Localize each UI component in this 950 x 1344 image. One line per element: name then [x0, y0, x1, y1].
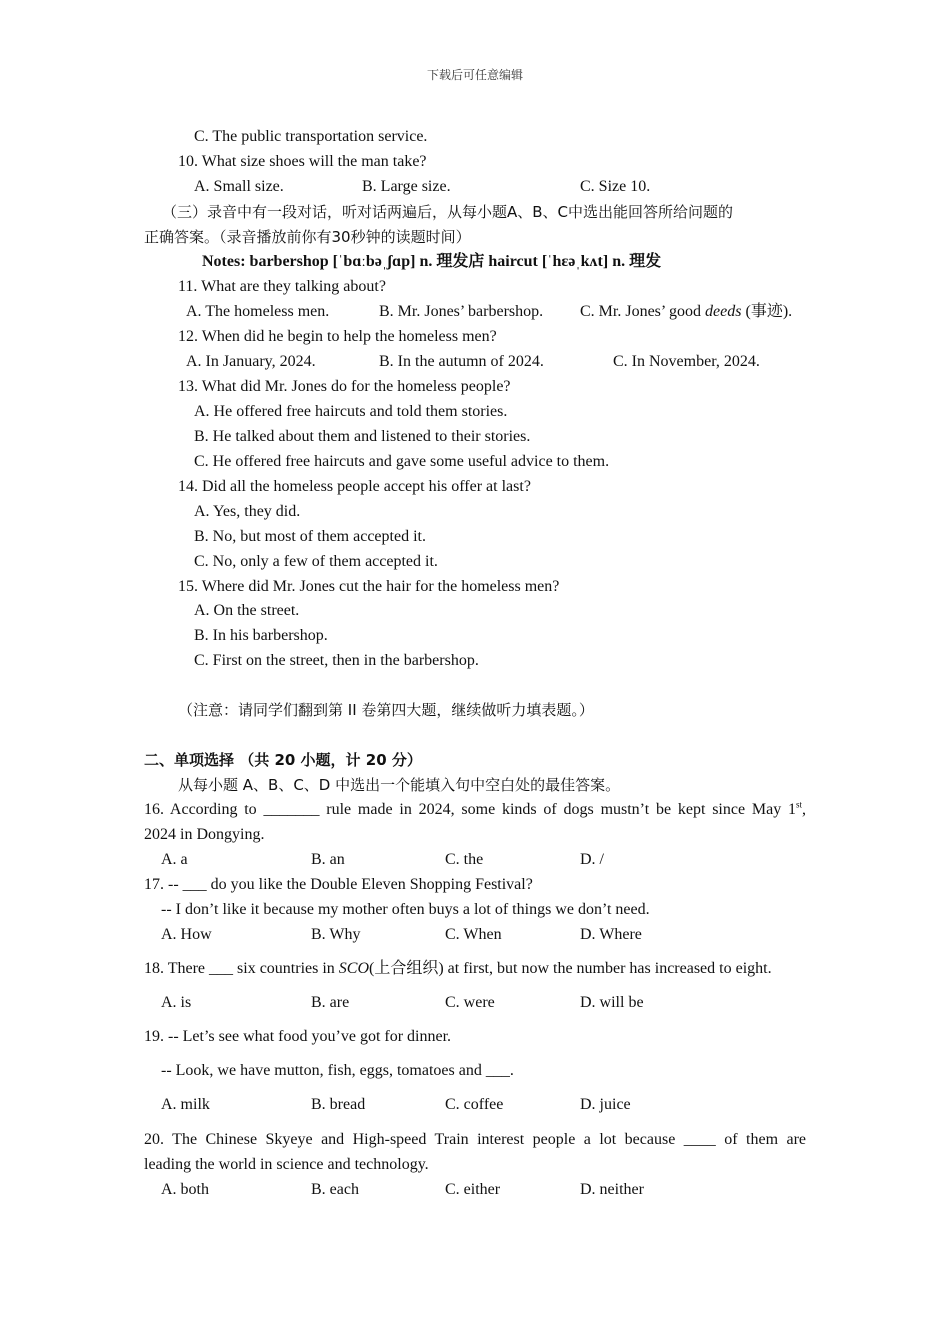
q17-option-c: C. When	[445, 926, 502, 943]
q17-reply: -- I don’t like it because my mother often buys a lot of things we don’t need.	[161, 901, 650, 918]
q16-option-d: D. /	[580, 851, 604, 868]
q18-option-a: A. is	[161, 994, 192, 1011]
q11-option-c-gloss: (事迹).	[741, 303, 793, 320]
q11-option-c-text: C. Mr. Jones’ good	[580, 303, 706, 320]
q11-option-c-emphasis: deeds	[705, 303, 742, 320]
q16-stem-text: 16. According to _______ rule made in 2024, some kinds of dogs mustn’t be kept since May 1	[144, 801, 796, 818]
section3-instruction-line2: 正确答案。（录音播放前你有30秒钟的读题时间）	[144, 228, 471, 246]
q10-option-a: A. Small size.	[194, 178, 284, 195]
q18-stem	[144, 959, 772, 979]
q10-option-b: B. Large size.	[362, 178, 451, 195]
q11-option-b: B. Mr. Jones’ barbershop.	[379, 303, 544, 320]
q14-stem: 14. Did all the homeless people accept his offer at last?	[178, 478, 531, 495]
q9-option-c: C. The public transportation service.	[194, 128, 428, 145]
q15-option-b: B. In his barbershop.	[194, 627, 328, 644]
q17-option-b: B. Why	[311, 926, 361, 943]
q11-option-a: A. The homeless men.	[186, 303, 330, 320]
q12-option-b: B. In the autumn of 2024.	[379, 353, 544, 370]
q20-option-d: D. neither	[580, 1181, 644, 1198]
q15-option-c: C. First on the street, then in the barbershop.	[194, 652, 479, 669]
q17-stem: 17. -- ___ do you like the Double Eleven Shopping Festival?	[144, 876, 533, 893]
q18-option-b: B. are	[311, 994, 350, 1011]
q19-stem: 19. -- Let’s see what food you’ve got for dinner.	[144, 1028, 452, 1045]
q13-stem: 13. What did Mr. Jones do for the homeless people?	[178, 378, 511, 395]
q16-option-c: C. the	[445, 851, 484, 868]
q18-option-c: C. were	[445, 994, 495, 1011]
q10-stem: 10. What size shoes will the man take?	[178, 153, 427, 170]
q17-option-d: D. Where	[580, 926, 642, 943]
q11-stem: 11. What are they talking about?	[178, 278, 386, 295]
q16-option-a: A. a	[161, 851, 188, 868]
q19-option-a: A. milk	[161, 1096, 210, 1113]
part2-instruction: 从每小题 A、B、C、D 中选出一个能填入句中空白处的最佳答案。	[178, 776, 621, 794]
q13-option-b: B. He talked about them and listened to their stories.	[194, 428, 531, 445]
q14-option-b: B. No, but most of them accepted it.	[194, 528, 426, 545]
q16-stem-line2: 2024 in Dongying.	[144, 826, 265, 843]
part2-title: 二、单项选择 （共 20 小题，计 20 分）	[144, 751, 422, 769]
q20-option-c: C. either	[445, 1181, 501, 1198]
q18-stem-text: 18. There ___ six countries in	[144, 960, 339, 977]
q16-option-b: B. an	[311, 851, 345, 868]
page-header: 下载后可任意编辑	[426, 68, 523, 82]
q11-option-c	[580, 302, 792, 322]
q12-stem: 12. When did he begin to help the homeless men?	[178, 328, 497, 345]
q16-stem-comma: ,	[802, 801, 806, 818]
q16-stem-line1	[144, 800, 806, 820]
q19-option-d: D. juice	[580, 1096, 631, 1113]
listening-note: （注意：请同学们翻到第 II 卷第四大题，继续做听力填表题。）	[178, 701, 594, 719]
q19-option-b: B. bread	[311, 1096, 366, 1113]
q16-superscript: st	[795, 799, 802, 810]
q15-option-a: A. On the street.	[194, 602, 300, 619]
q20-option-b: B. each	[311, 1181, 359, 1198]
q19-option-c: C. coffee	[445, 1096, 504, 1113]
q17-option-a: A. How	[161, 926, 212, 943]
q13-option-c: C. He offered free haircuts and gave some useful advice to them.	[194, 453, 610, 470]
q12-option-c: C. In November, 2024.	[613, 353, 760, 370]
q15-stem: 15. Where did Mr. Jones cut the hair for the homeless men?	[178, 578, 560, 595]
q12-option-a: A. In January, 2024.	[186, 353, 316, 370]
q18-emphasis: SCO	[338, 960, 370, 977]
q20-option-a: A. both	[161, 1181, 209, 1198]
q18-stem-rest: (上合组织) at first, but now the number has increased to eight.	[369, 960, 772, 977]
q20-stem-line1: 20. The Chinese Skyeye and High-speed Train interest people a lot because ____ of them are	[144, 1131, 806, 1148]
section3-instruction-line1: （三）录音中有一段对话，听对话两遍后，从每小题A、B、C中选出能回答所给问题的	[162, 203, 734, 221]
q14-option-c: C. No, only a few of them accepted it.	[194, 553, 438, 570]
q14-option-a: A. Yes, they did.	[194, 503, 301, 520]
q10-option-c: C. Size 10.	[580, 178, 651, 195]
q18-option-d: D. will be	[580, 994, 644, 1011]
q13-option-a: A. He offered free haircuts and told them stories.	[194, 403, 508, 420]
vocabulary-notes: Notes: barbershop [ˈbɑːbəˌʃɑp] n. 理发店 haircut [ˈhɛəˌkʌt] n. 理发	[202, 253, 662, 270]
q20-stem-line2: leading the world in science and technology.	[144, 1156, 429, 1173]
q19-reply: -- Look, we have mutton, fish, eggs, tomatoes and ___.	[161, 1062, 514, 1079]
